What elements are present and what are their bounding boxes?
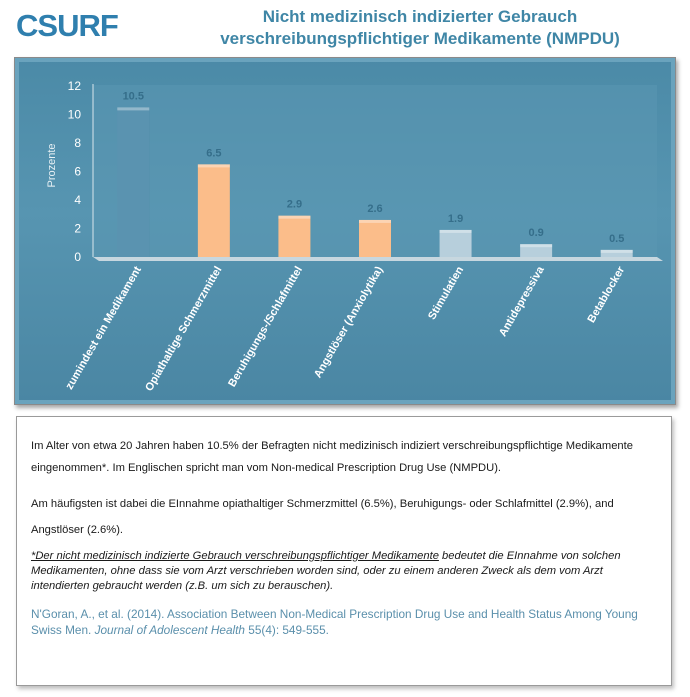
data-label: 6.5 [206, 147, 222, 160]
x-category-label: Opiathaltige Schmerzmittel [143, 264, 225, 394]
bar-top [440, 230, 472, 233]
description-paragraph-2: Am häufigsten ist dabei die EInnahme opiathaltiger Schmerzmittel (6.5%), Beruhigungs- oder Schlafmittel (2.9%), and Angstlöser (2.6%). [31, 498, 614, 536]
x-category-label: zumindest ein Medikament [63, 264, 144, 392]
data-label: 2.6 [367, 202, 383, 215]
data-label: 1.9 [447, 212, 464, 225]
data-label: 0.5 [609, 232, 625, 245]
bar [278, 216, 310, 257]
logo-text: CSURF [16, 8, 118, 42]
x-category-label: Stimulatien [426, 264, 467, 322]
bar-top [278, 216, 310, 219]
bar [359, 220, 391, 257]
y-tick-label: 10 [67, 107, 81, 122]
bar [198, 164, 230, 257]
y-tick-label: 0 [74, 250, 81, 264]
footnote-term: *Der nicht medizinisch indizierte Gebrauch verschreibungspflichtiger Medikamente [31, 550, 439, 562]
reference-journal: Journal of Adolescent Health [94, 623, 245, 637]
chart-panel [14, 57, 676, 405]
bar [440, 230, 472, 257]
chart-title [160, 6, 680, 50]
y-tick-label: 12 [67, 79, 81, 93]
bar-top [359, 220, 391, 223]
data-label: 2.9 [286, 198, 303, 211]
data-label: 10.5 [122, 90, 144, 103]
reference-authors: N'Goran, A., et al. (2014). Association Between Non-Medical Prescription Drug Use and Health Status Among Young Swiss Men. [31, 607, 638, 637]
title-line-2: verschreibungspflichtiger Medikamente (NMPDU) [220, 29, 620, 48]
footnote-definition [31, 549, 661, 594]
reference-details: 55(4): 549-555. [245, 623, 329, 637]
y-tick-label: 6 [74, 164, 81, 179]
description-box [16, 416, 672, 686]
bar-top [198, 164, 230, 167]
bar-top [601, 250, 633, 253]
csurf-logo [14, 6, 144, 42]
bar-top [117, 107, 149, 110]
data-label: 0.9 [528, 227, 544, 240]
bar [117, 107, 149, 257]
description-paragraph-1: Im Alter von etwa 20 Jahren haben 10.5% der Befragten nicht medizinisch indiziert verschreibungspflichtige Medikamente eingenommen*. Im Englischen spricht man vom Non-medical Prescription Drug Use (NMPDU). [31, 440, 633, 474]
y-tick-label: 4 [74, 193, 81, 207]
bar-top [520, 244, 552, 247]
x-category-label: Angstlöser (Anxiolytika) [311, 264, 386, 381]
y-tick-label: 8 [74, 136, 81, 150]
y-tick-label: 2 [74, 221, 81, 236]
title-line-1: Nicht medizinisch indizierter Gebrauch [262, 7, 578, 26]
bar-chart [15, 58, 677, 406]
x-category-label: Antidepressiva [496, 264, 547, 339]
x-category-label: Betablocker [585, 264, 628, 326]
footnote-text: bedeutet die EInnahme von solchen Medikamenten, ohne dass sie vom Arzt verschrieben worden sind, oder zu einem anderen Zweck als dem vom Arzt intendierten gebraucht werden (z.B. um sich zu berauschen). [31, 550, 621, 592]
y-axis-label: Prozente [46, 143, 58, 188]
chart-floor [93, 257, 663, 261]
reference-citation [31, 606, 661, 638]
x-category-label: Beruhigungs-/Schlafmittel [226, 264, 306, 390]
